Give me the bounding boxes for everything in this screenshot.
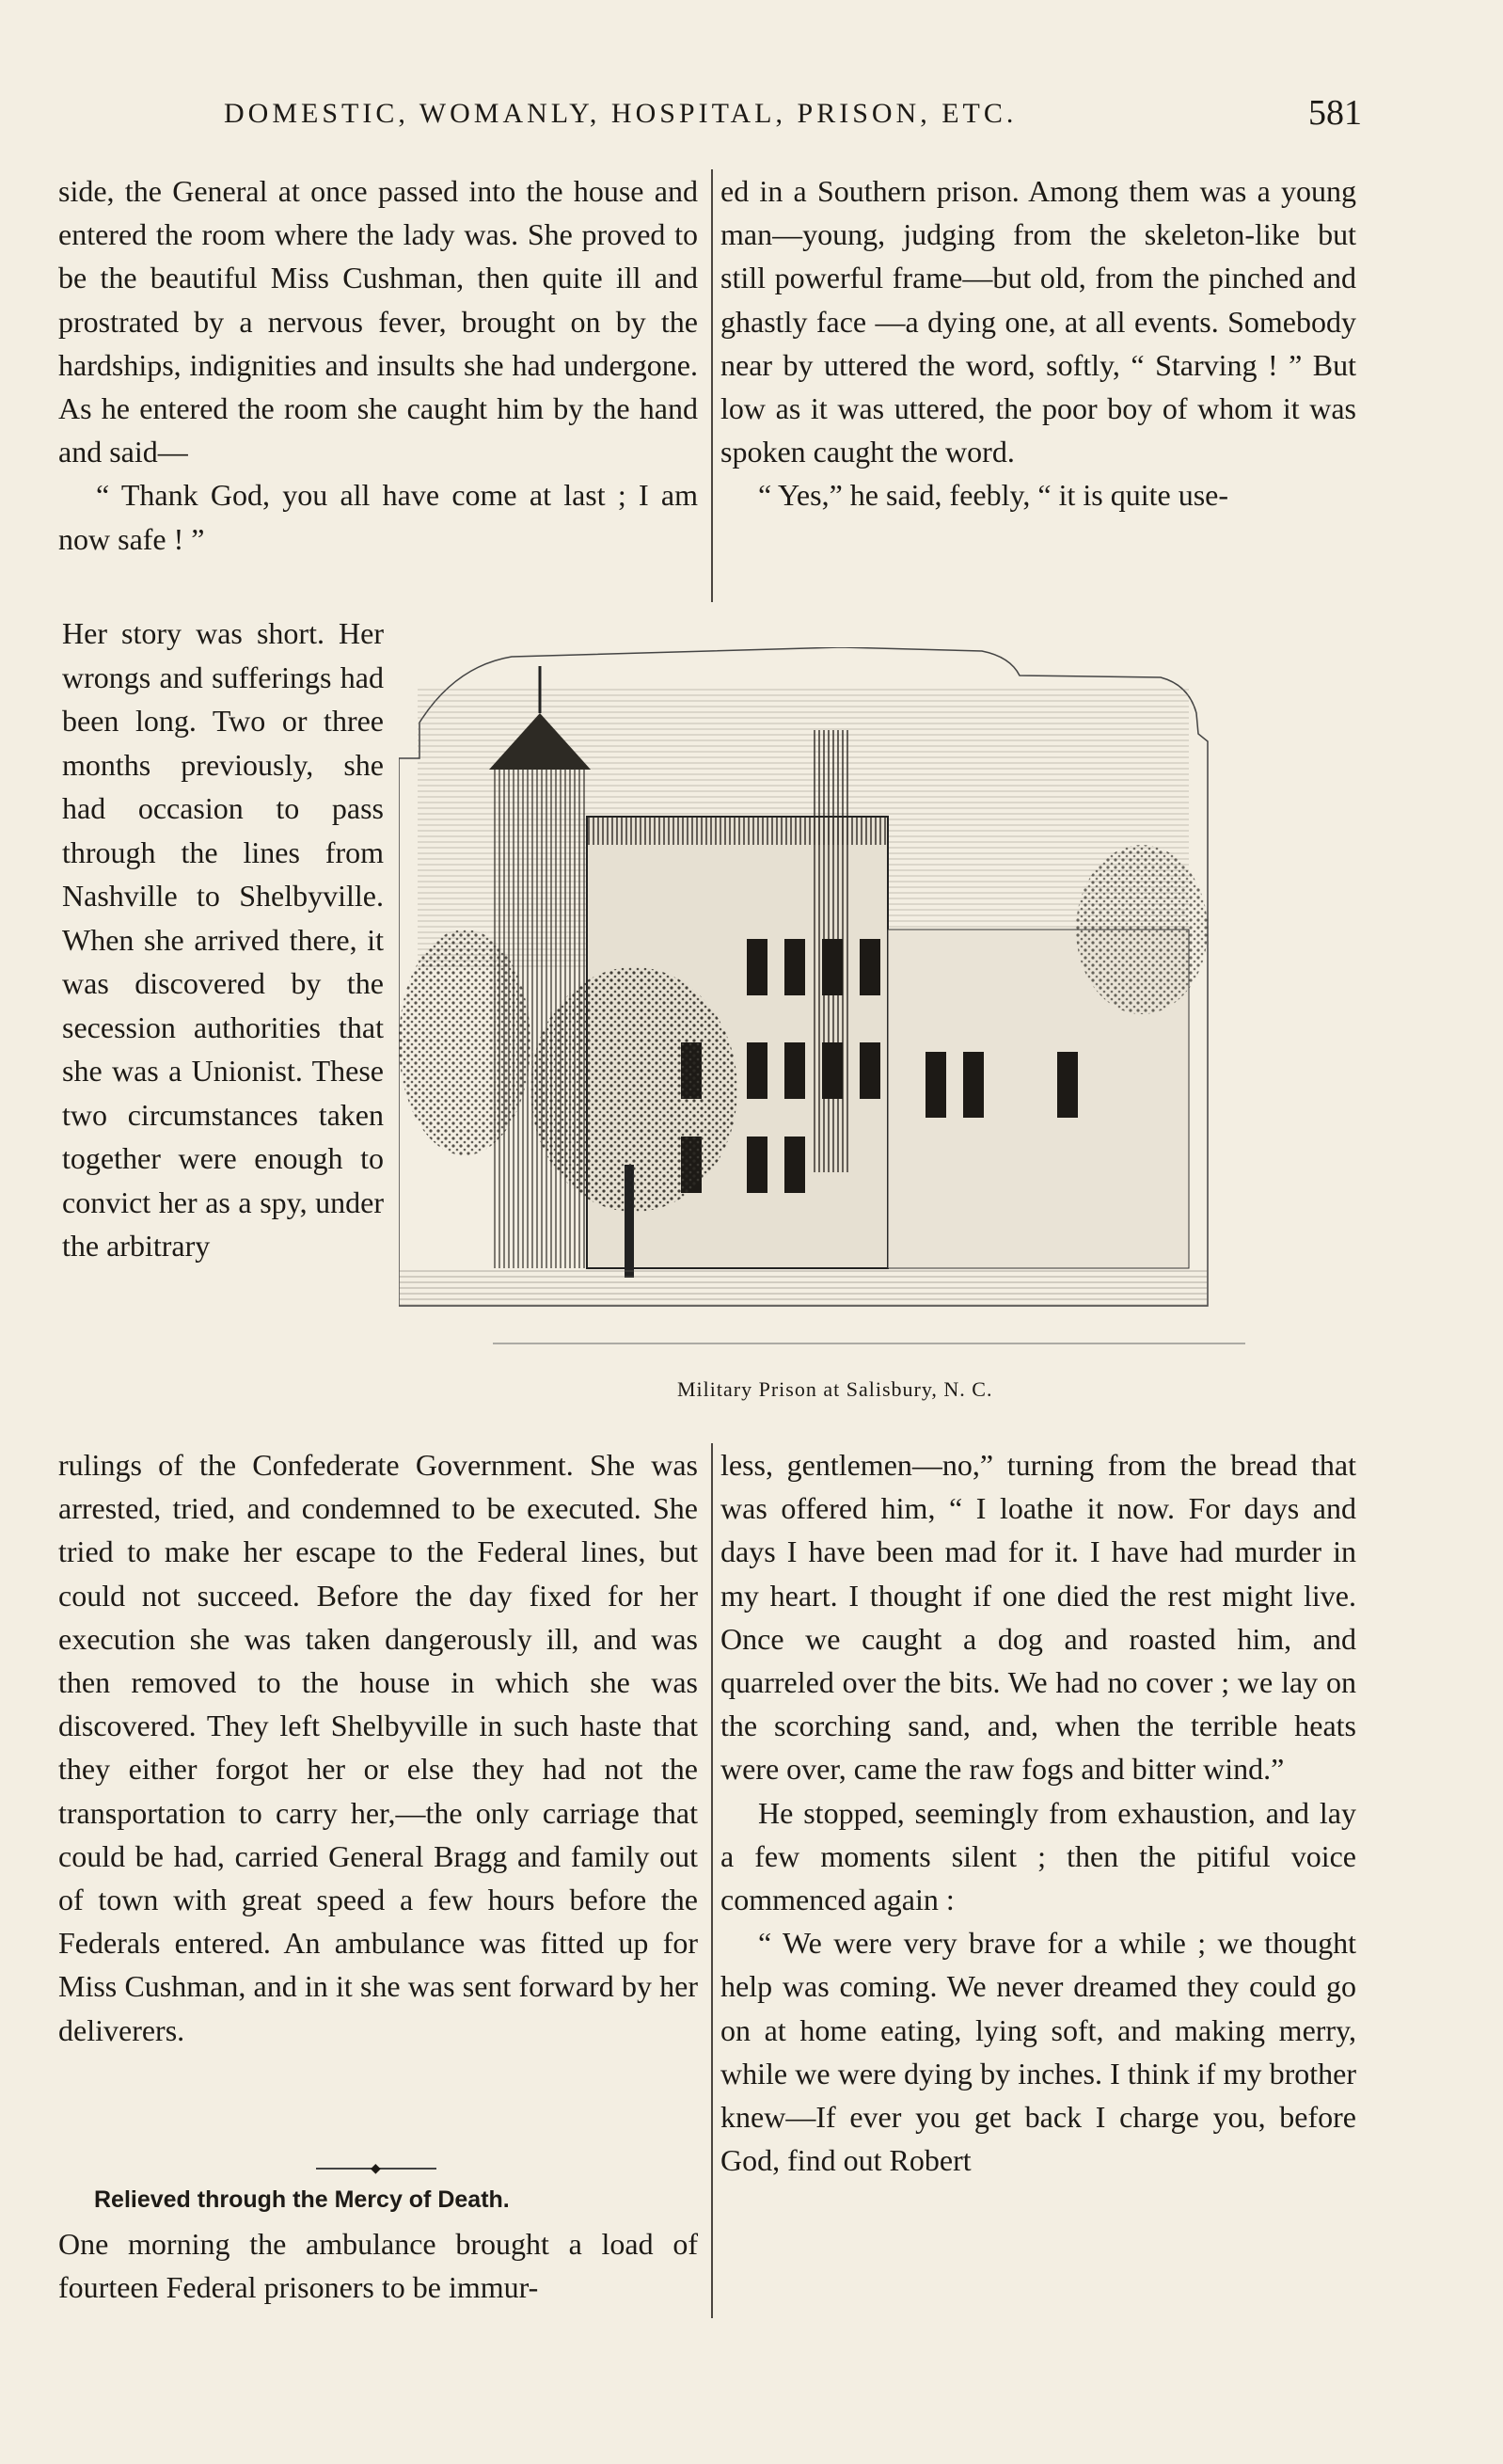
paragraph: Her story was short. Her wrongs and sufferings had been long. Two or three months previously, she had occasion to pass through the lines from Nashville to Shelbyville. When she arrived there, it was discovered by the secession authorities that she was a Unionist. These two circumstances taken together were enough to convict her as a spy, under the arbitrary — [62, 616, 384, 1263]
left-column-final — [58, 2222, 698, 2309]
wrapped-paragraph — [62, 612, 384, 1268]
right-column-top — [720, 169, 1356, 517]
paragraph: ed in a Southern prison. Among them was a young man—young, judging from the skeleton-like but still powerful frame—but old, from the pinched and ghastly face —a dying one, at all events. Somebody near by uttered the word, softly, “ Starving ! ” But low as it was uttered, the poor boy of whom it was spoken caught the word. — [720, 174, 1356, 469]
paragraph: rulings of the Confederate Government. She was arrested, tried, and condemned to be executed. She tried to make her escape to the Federal lines, but could not succeed. Before the day fixed for her execution she was taken dangerously ill, and was then removed to the house in which she was discovered. They left Shelbyville in such haste that they either forgot her or else they had not the transportation to carry her,—the only carriage that could be had, carried General Bragg and family out of town with great speed a few hours before the Federals entered. An ambulance was fitted up for Miss Cushman, and in it she was sent forward by her deliverers. — [58, 1448, 698, 2047]
section-subheading: Relieved through the Mercy of Death. — [94, 2186, 510, 2213]
separator-ornament: ◆ — [371, 2162, 381, 2176]
page-number: 581 — [1308, 93, 1362, 133]
paragraph: “ Yes,” he said, feebly, “ it is quite use- — [758, 478, 1229, 513]
paragraph: “ We were very brave for a while ; we thought help was coming. We never dreamed they could go on at home eating, lying soft, and making merry, while we were dying by inches. I think if my brother knew—If ever you get back I charge you, before God, find out Robert — [720, 1926, 1356, 2178]
prison-engraving — [399, 647, 1358, 1355]
figure-caption: Military Prison at Salisbury, N. C. — [677, 1377, 993, 1401]
column-divider — [711, 169, 713, 602]
header-title: DOMESTIC, WOMANLY, HOSPITAL, PRISON, ETC. — [224, 98, 1018, 129]
paragraph: less, gentlemen—no,” turning from the bread that was offered him, “ I loathe it now. For days and days I have been mad for it. I have had murder in my heart. I thought if one died the rest might live. Once we caught a dog and roasted him, and quarreled over the bits. We had no cover ; we lay on the scorching sand, and, when the terrible heats were over, came the raw fogs and bitter wind.” — [720, 1448, 1356, 1787]
running-header — [224, 92, 1362, 141]
left-column-top — [58, 169, 698, 561]
paragraph: He stopped, seemingly from exhaustion, and lay a few moments silent ; then the pitiful voice commenced again : — [720, 1795, 1356, 1917]
paragraph: “ Thank God, you all have come at last ; I am now safe ! ” — [58, 478, 698, 556]
paragraph: One morning the ambulance brought a load of fourteen Federal prisoners to be immur- — [58, 2227, 698, 2305]
left-column-bottom — [58, 1443, 698, 2052]
column-divider — [711, 1443, 713, 2318]
paragraph: side, the General at once passed into the house and entered the room where the lady was. She proved to be the beautiful Miss Cushman, then quite ill and prostrated by a nervous fever, brought on by the hardships, indignities and insults she had undergone. As he entered the room she caught him by the hand and said— — [58, 174, 698, 469]
right-column-bottom — [720, 1443, 1356, 2182]
